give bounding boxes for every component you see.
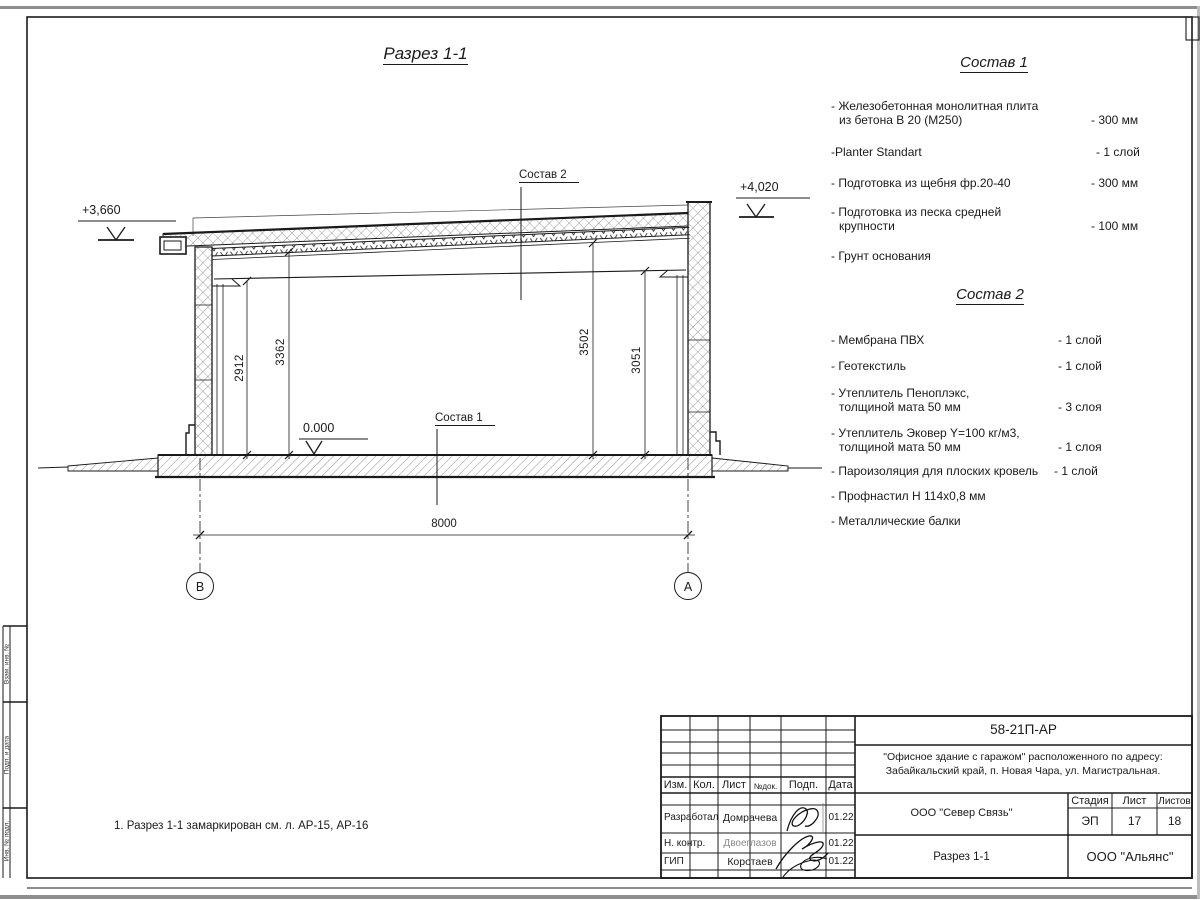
col-header-list: Лист (722, 779, 746, 791)
designer-org: ООО "Север Связь" (910, 807, 1013, 819)
tb-name: Домрачева (722, 812, 778, 824)
stage-value: ЭП (1081, 814, 1099, 828)
list-item: - Профнастил Н 114х0,8 мм (831, 489, 986, 503)
sostav1-title: Состав 1 (960, 54, 1028, 71)
left-wall (186, 247, 212, 455)
list-item: - Утеплитель Эковер Y=100 кг/м3, (831, 426, 1020, 440)
stage-label: Стадия (1071, 795, 1109, 807)
callout-sostav2: Состав 2 (519, 169, 579, 181)
list-item-value: - 3 слоя (1058, 400, 1102, 414)
list-item-value: - 300 мм (1091, 176, 1139, 190)
list-item: - Пароизоляция для плоских кровель (831, 464, 1039, 478)
project-name-line1: "Офисное здание с гаражом" расположенного по адресу: (883, 751, 1163, 763)
sheet-label: Лист (1122, 795, 1147, 807)
tb-role: ГИП (664, 856, 684, 867)
section-title: Разрез 1-1 (383, 44, 468, 63)
list-item: толщиной мата 50 мм (839, 440, 961, 454)
tb-role: Разработал (664, 812, 719, 823)
doc-number: 58-21П-АР (990, 722, 1057, 737)
col-header-data: Дата (828, 779, 853, 791)
tb-role: Н. контр. (664, 838, 706, 849)
tb-date: 01.22 (828, 812, 854, 823)
list-item: - Грунт основания (831, 249, 931, 263)
elevation-left-label: +3,660 (82, 203, 121, 217)
sostav2-title: Состав 2 (956, 286, 1024, 303)
list-item: крупности (839, 219, 895, 233)
margin-label-podp: Подп. и дата (3, 735, 11, 775)
dim-3362: 3362 (275, 338, 287, 366)
list-item: - Геотекстиль (831, 359, 906, 373)
list-item-value: - 1 слой (1058, 359, 1102, 373)
dim-3051: 3051 (631, 346, 643, 374)
col-header-kol: Кол. (693, 779, 715, 791)
dim-2912: 2912 (234, 354, 246, 382)
org-name: ООО "Альянс" (1086, 849, 1174, 864)
list-item-value: - 1 слой (1096, 145, 1140, 159)
callout-sostav1: Состав 1 (435, 412, 495, 424)
margin-label-inv: Инв. № подл. (3, 820, 11, 862)
col-header-izm: Изм. (663, 779, 688, 791)
axis-label-a: А (683, 580, 693, 594)
margin-label-vzam: Взам. инв. № (3, 643, 11, 685)
floor-slab (155, 455, 715, 477)
axis-label-b: В (195, 580, 205, 594)
dim-8000: 8000 (431, 518, 457, 530)
list-item: -Planter Standart (831, 145, 922, 159)
list-item-value: - 100 мм (1091, 219, 1139, 233)
tb-name: Двоеглазов (723, 838, 777, 849)
list-item: - Мембрана ПВХ (831, 333, 925, 347)
sheet-value: 17 (1127, 814, 1142, 828)
list-item: - Железобетонная монолитная плита (831, 99, 1039, 113)
dim-3502: 3502 (579, 328, 591, 356)
signatures (776, 803, 828, 877)
tb-date: 01.22 (828, 838, 854, 849)
list-item: - Металлические балки (831, 514, 961, 528)
list-item: - Утеплитель Пеноплэкс, (831, 386, 970, 400)
drawing-name: Разрез 1-1 (933, 851, 990, 863)
sheet-note: 1. Разрез 1-1 замаркирован см. л. АР-15, АР-16 (114, 820, 369, 832)
list-item: - Подготовка из песка средней (831, 205, 1002, 219)
list-item-value: - 300 мм (1091, 113, 1139, 127)
list-item: толщиной мата 50 мм (839, 400, 961, 414)
tb-date: 01.22 (828, 856, 854, 867)
list-item-value: - 1 слой (1054, 464, 1098, 478)
list-item: из бетона В 20 (М250) (839, 113, 963, 127)
col-header-podp: Подп. (788, 779, 819, 791)
tb-name: Коротаев (727, 856, 773, 868)
col-header-ndok: №док. (753, 782, 778, 791)
list-item: - Подготовка из щебня фр.20-40 (831, 176, 1011, 190)
right-wall (686, 202, 720, 455)
elevation-right-label: +4,020 (740, 180, 779, 194)
list-item-value: - 1 слой (1058, 333, 1102, 347)
elevation-zero-label: 0.000 (303, 421, 335, 435)
building-section (38, 202, 822, 477)
list-item-value: - 1 слоя (1058, 440, 1102, 454)
sheets-value: 18 (1167, 814, 1182, 828)
roof-beam (212, 270, 688, 286)
sheets-label: Листов (1158, 796, 1191, 807)
project-name-line2: Забайкальский край, п. Новая Чара, ул. Магистральная. (885, 765, 1161, 777)
